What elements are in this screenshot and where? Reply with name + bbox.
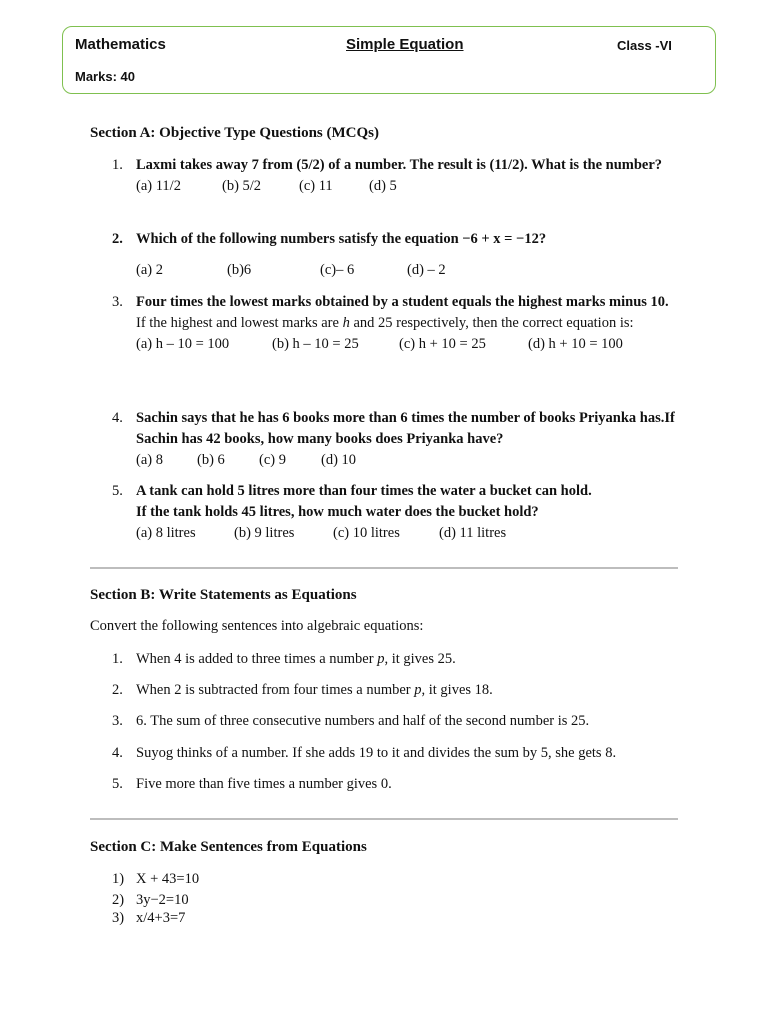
option-a: (a) 11/2 [136,178,181,194]
question-text: Which of the following numbers satisfy the equation −6 + x = −12? [136,231,547,247]
item-text: Five more than five times a number gives 0. [136,776,392,792]
statement-item-1 [112,649,682,670]
question-text: Four times the lowest marks obtained by a student equals the highest marks minus 10. [136,294,669,310]
section-a-title: Section A: Objective Type Questions (MCQs) [90,125,380,141]
options-row [136,260,682,281]
options-row [136,523,682,544]
statement-item-3 [112,711,682,732]
option-b: (b) h – 10 = 25 [272,336,359,352]
item-number: 3) [112,910,125,926]
option-a: (a) h – 10 = 100 [136,336,230,352]
question-text: Laxmi takes away 7 from (5/2) of a number. The result is (11/2). What is the number? [136,157,663,173]
equation-text: x/4+3=7 [136,910,186,926]
option-d: (d) 10 [321,452,357,468]
class-label: Class -VI [617,38,672,53]
section-b-title: Section B: Write Statements as Equations [90,587,357,603]
worksheet-title: Simple Equation [346,36,464,53]
option-c: (c) h + 10 = 25 [399,336,486,352]
statement-item-4 [112,743,682,764]
subtext-end: and 25 respectively, then the correct equation is: [349,315,634,331]
statement-item-2 [112,680,682,701]
options-row [136,334,682,355]
subtext-start: If the highest and lowest marks are [136,315,343,331]
option-b: (b)6 [227,262,252,278]
options-row [136,450,682,471]
marks-label: Marks: 40 [75,69,135,84]
equation-text: 3y−2=10 [136,892,189,908]
item-text: Suyog thinks of a number. If she adds 19 to it and divides the sum by 5, she gets 8. [136,745,617,761]
question-text-line-2: If the tank holds 45 litres, how much water does the bucket hold? [136,504,539,520]
question-number: 2. [112,231,123,247]
option-b: (b) 5/2 [222,178,262,194]
statement-item-5 [112,774,682,795]
section-b-intro: Convert the following sentences into algebraic equations: [90,618,424,634]
question-number: 5. [112,483,123,499]
option-d: (d) h + 10 = 100 [528,336,623,352]
mcq-question-5 [112,481,682,544]
item-number: 1. [112,651,123,667]
variable-p: p [377,651,385,667]
mcq-question-1 [112,155,682,197]
question-number: 1. [112,157,123,173]
variable-h: h [342,315,350,331]
question-number: 3. [112,294,123,310]
option-c: (c) 11 [299,178,333,194]
equation-item-1 [112,869,199,889]
item-text [136,680,682,701]
item-number: 1) [112,871,125,887]
option-a: (a) 8 litres [136,525,196,541]
worksheet-header [62,26,716,94]
question-subtext [136,313,682,334]
section-divider [90,567,678,569]
mcq-question-3 [112,292,682,355]
item-number: 2. [112,682,123,698]
equation-text: X + 43=10 [136,871,200,887]
section-c-title: Section C: Make Sentences from Equations [90,839,367,855]
variable-p: p [414,682,422,698]
item-number: 2) [112,892,125,908]
question-text: Sachin says that he has 6 books more than 6 times the number of books Priyanka has.If Sachin has 42 books, how many books does Priyanka have? [136,410,675,447]
option-b: (b) 9 litres [234,525,295,541]
item-number: 3. [112,713,123,729]
item-text [136,649,682,670]
item-text-start: When 4 is added to three times a number [136,651,378,667]
option-d: (d) 5 [369,178,397,194]
option-b: (b) 6 [197,452,225,468]
option-a: (a) 2 [136,262,163,278]
option-a: (a) 8 [136,452,163,468]
options-row [136,176,682,197]
item-text-end: , it gives 25. [384,651,456,667]
equation-item-3 [112,908,185,928]
option-c: (c) 10 litres [333,525,400,541]
item-text-end: , it gives 18. [421,682,493,698]
item-text-start: When 2 is subtracted from four times a number [136,682,415,698]
subject-label: Mathematics [75,36,166,53]
item-number: 5. [112,776,123,792]
option-d: (d) 11 litres [439,525,507,541]
question-text-line-1: A tank can hold 5 litres more than four times the water a bucket can hold. [136,483,592,499]
item-text: 6. The sum of three consecutive numbers and half of the second number is 25. [136,713,590,729]
question-number: 4. [112,410,123,426]
mcq-question-2 [112,229,682,281]
section-divider [90,818,678,820]
item-number: 4. [112,745,123,761]
option-c: (c) 9 [259,452,286,468]
option-c: (c)– 6 [320,262,355,278]
mcq-question-4 [112,408,682,471]
equation-item-2 [112,890,189,910]
option-d: (d) – 2 [407,262,446,278]
